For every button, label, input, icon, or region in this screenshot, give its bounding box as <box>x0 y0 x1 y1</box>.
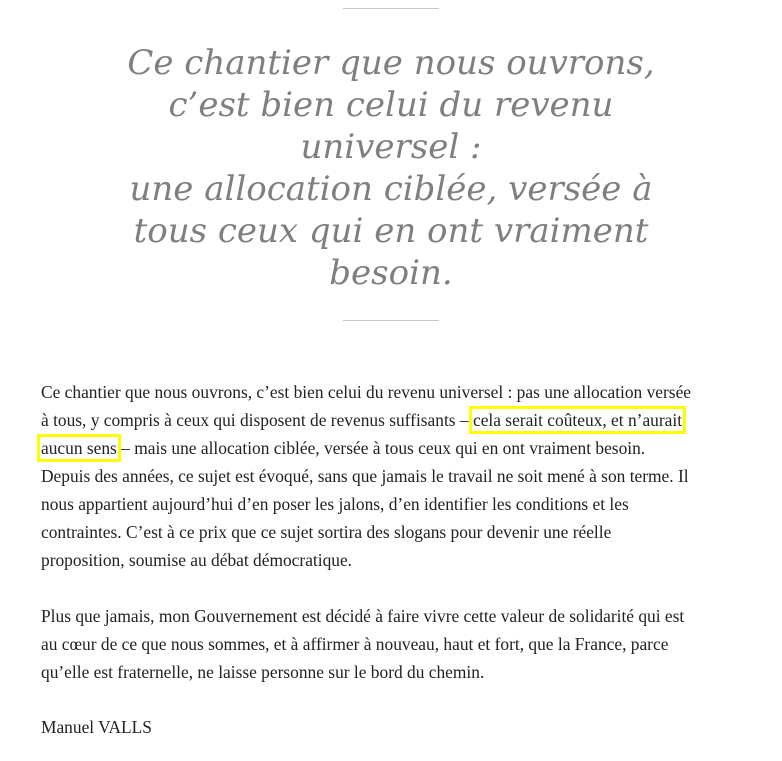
highlighted-phrase: cela serait coûteux, et n’aurait <box>472 410 683 430</box>
pull-quote-line: une allocation ciblée, versée à <box>129 169 653 209</box>
pull-quote-line: tous ceux qui en ont vraiment <box>133 211 649 251</box>
pull-quote-line: Ce chantier que nous ouvrons, <box>127 43 655 83</box>
divider-top <box>343 8 439 9</box>
divider-bottom <box>343 320 439 321</box>
paragraph-line: Ce chantier que nous ouvrons, c’est bien celui du revenu universel : pas une allocation versée <box>41 382 692 402</box>
paragraph-line: contraintes. C’est à ce prix que ce sujet sortira des slogans pour devenir une réelle <box>41 522 612 542</box>
signature: Manuel VALLS <box>41 717 152 737</box>
pull-quote-line: universel : <box>300 127 482 167</box>
paragraph-2 <box>41 602 761 686</box>
paragraph-spacer <box>41 574 761 602</box>
paragraph-text: à tous, y compris à ceux qui disposent de revenus suffisants – <box>41 410 473 430</box>
pull-quote <box>100 42 682 294</box>
pull-quote-line: c’est bien celui du revenu <box>168 85 614 125</box>
paragraph-line <box>41 434 761 462</box>
paragraph-line: qu’elle est fraternelle, ne laisse personne sur le bord du chemin. <box>41 662 485 682</box>
paragraph-line: Plus que jamais, mon Gouvernement est décidé à faire vivre cette valeur de solidarité qui est <box>41 606 685 626</box>
article-body <box>41 378 761 686</box>
paragraph-line: au cœur de ce que nous sommes, et à affirmer à nouveau, haut et fort, que la France, parce <box>41 634 669 654</box>
pull-quote-line: besoin. <box>329 253 453 293</box>
paragraph-line: Depuis des années, ce sujet est évoqué, sans que jamais le travail ne soit mené à son terme. Il <box>41 466 689 486</box>
paragraph-line: nous appartient aujourd’hui d’en poser les jalons, d’en identifier les conditions et les <box>41 494 629 514</box>
highlighted-phrase: aucun sens <box>41 438 117 458</box>
paragraph-text: – mais une allocation ciblée, versée à tous ceux qui en ont vraiment besoin. <box>116 438 646 458</box>
paragraph-1 <box>41 378 761 574</box>
paragraph-line: proposition, soumise au débat démocratique. <box>41 550 353 570</box>
paragraph-line <box>41 406 761 434</box>
